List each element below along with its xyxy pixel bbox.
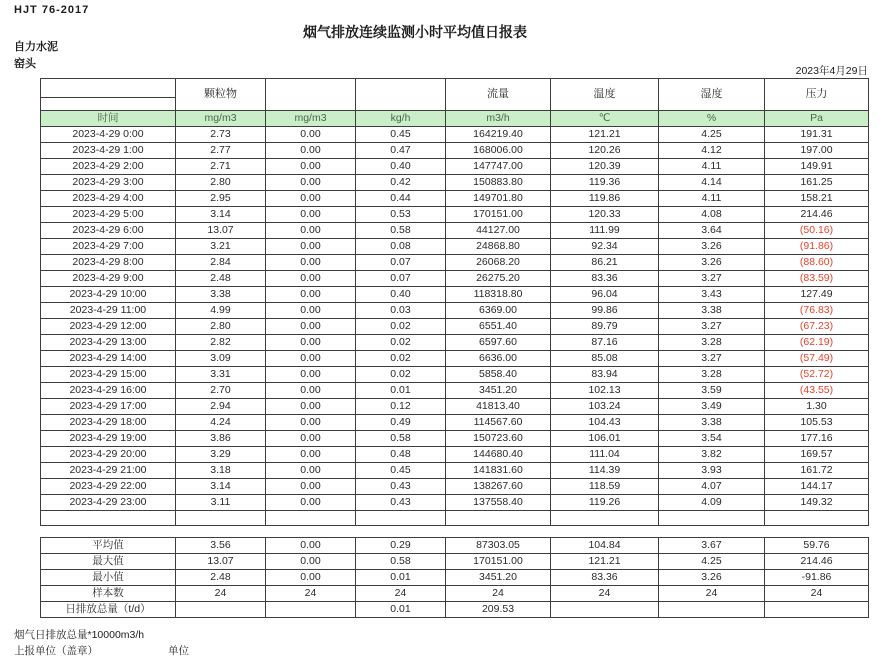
cell-value: 3.67 [659, 538, 765, 554]
station-name: 窑头 [14, 58, 36, 70]
summary-table [40, 537, 869, 618]
cell-value: 106.01 [551, 431, 659, 447]
cell-value: 0.01 [356, 602, 446, 618]
header-humidity: 湿度 [659, 79, 765, 111]
unit-header-row [41, 111, 869, 127]
cell-time: 2023-4-29 20:00 [41, 447, 176, 463]
cell-value: 0.00 [266, 383, 356, 399]
cell-value: 119.86 [551, 191, 659, 207]
cell-value: 150883.80 [446, 175, 551, 191]
cell-value: 0.01 [356, 570, 446, 586]
table-row [41, 538, 869, 554]
cell-value: 3.38 [659, 303, 765, 319]
table-row [41, 479, 869, 495]
table-row [41, 447, 869, 463]
cell-value: 0.45 [356, 463, 446, 479]
cell-value: 2.80 [176, 175, 266, 191]
cell-value: 3.82 [659, 447, 765, 463]
cell-value: 0.00 [266, 351, 356, 367]
cell-value: 0.00 [266, 431, 356, 447]
cell-value: 158.21 [765, 191, 869, 207]
cell-value: 0.02 [356, 335, 446, 351]
cell-value: 0.43 [356, 495, 446, 511]
cell-value: 0.00 [266, 303, 356, 319]
cell-value: 0.01 [356, 383, 446, 399]
cell-time: 2023-4-29 4:00 [41, 191, 176, 207]
cell-value: 87.16 [551, 335, 659, 351]
cell-value: 138267.60 [446, 479, 551, 495]
cell-time: 2023-4-29 23:00 [41, 495, 176, 511]
cell-value: 3.26 [659, 255, 765, 271]
cell-value: 0.00 [266, 335, 356, 351]
cell-value: 3.27 [659, 351, 765, 367]
cell-time: 2023-4-29 0:00 [41, 127, 176, 143]
cell-value: 2.77 [176, 143, 266, 159]
cell-value: 170151.00 [446, 554, 551, 570]
cell-value: 214.46 [765, 207, 869, 223]
cell-value: 1.30 [765, 399, 869, 415]
cell-value: 4.08 [659, 207, 765, 223]
cell-time: 2023-4-29 5:00 [41, 207, 176, 223]
cell-value: 0.00 [266, 319, 356, 335]
table-row [41, 570, 869, 586]
cell-value: 121.21 [551, 127, 659, 143]
cell-value: 0.12 [356, 399, 446, 415]
cell-value: 26275.20 [446, 271, 551, 287]
header-empty-cell [41, 79, 176, 98]
cell-value: 3.27 [659, 271, 765, 287]
cell-value: 0.00 [266, 255, 356, 271]
cell-value: 0.00 [266, 191, 356, 207]
reporting-unit-label: 上报单位（盖章） [14, 645, 98, 657]
cell-value: 0.00 [266, 463, 356, 479]
cell-value: 164219.40 [446, 127, 551, 143]
cell-value: 89.79 [551, 319, 659, 335]
cell-value: 114.39 [551, 463, 659, 479]
cell-value: 120.33 [551, 207, 659, 223]
cell-value: 3.14 [176, 207, 266, 223]
cell-value: 0.00 [266, 570, 356, 586]
company-name: 自力水泥 [14, 41, 58, 53]
cell-value: 2.80 [176, 319, 266, 335]
cell-value: 0.49 [356, 415, 446, 431]
cell-value: 99.86 [551, 303, 659, 319]
summary-label: 最大值 [41, 554, 176, 570]
cell-value: 119.26 [551, 495, 659, 511]
cell-value: 0.07 [356, 271, 446, 287]
cell-value: 3.93 [659, 463, 765, 479]
cell-value [659, 602, 765, 618]
cell-value: 24 [659, 586, 765, 602]
cell-value: 0.00 [266, 287, 356, 303]
cell-value: 0.00 [266, 159, 356, 175]
table-row [41, 415, 869, 431]
cell-value: 0.43 [356, 479, 446, 495]
cell-time: 2023-4-29 10:00 [41, 287, 176, 303]
cell-value: 102.13 [551, 383, 659, 399]
unit-mgm3: mg/m3 [176, 111, 266, 127]
cell-value: 0.40 [356, 159, 446, 175]
cell-time: 2023-4-29 21:00 [41, 463, 176, 479]
table-row [41, 207, 869, 223]
cell-value: 0.58 [356, 223, 446, 239]
cell-value: 3.64 [659, 223, 765, 239]
cell-value: 2.94 [176, 399, 266, 415]
cell-value: 3451.20 [446, 383, 551, 399]
cell-value: 137558.40 [446, 495, 551, 511]
cell-value: 170151.00 [446, 207, 551, 223]
cell-value: 3.38 [176, 287, 266, 303]
table-row [41, 319, 869, 335]
cell-value: 44127.00 [446, 223, 551, 239]
table-row [41, 159, 869, 175]
cell-value: 0.00 [266, 223, 356, 239]
cell-time: 2023-4-29 13:00 [41, 335, 176, 351]
cell-value: 0.47 [356, 143, 446, 159]
cell-value: 6369.00 [446, 303, 551, 319]
cell-value: 3.26 [659, 239, 765, 255]
header-empty-cell [266, 79, 356, 111]
cell-value: 104.84 [551, 538, 659, 554]
unit-celsius: ℃ [551, 111, 659, 127]
cell-value: 24 [266, 586, 356, 602]
summary-label: 日排放总量（t/d） [41, 602, 176, 618]
cell-value: 4.24 [176, 415, 266, 431]
header-empty-cell [41, 98, 176, 111]
cell-value: 191.31 [765, 127, 869, 143]
unit-label: 单位 [168, 645, 189, 657]
empty-separator-row [41, 511, 869, 526]
cell-value: 0.00 [266, 415, 356, 431]
table-row [41, 271, 869, 287]
cell-value: 169.57 [765, 447, 869, 463]
cell-value: 120.39 [551, 159, 659, 175]
cell-value: 4.25 [659, 554, 765, 570]
header-empty-cell [356, 79, 446, 111]
cell-value: 0.00 [266, 175, 356, 191]
cell-value: (91.86) [765, 239, 869, 255]
daily-total-note: 烟气日排放总量*10000m3/h [14, 629, 145, 641]
cell-value: 150723.60 [446, 431, 551, 447]
cell-value: 4.11 [659, 159, 765, 175]
cell-value: 0.00 [266, 495, 356, 511]
cell-value: 3.86 [176, 431, 266, 447]
cell-value: 0.40 [356, 287, 446, 303]
cell-value: 111.99 [551, 223, 659, 239]
cell-value: 149.91 [765, 159, 869, 175]
cell-value: 177.16 [765, 431, 869, 447]
cell-value: (57.49) [765, 351, 869, 367]
cell-value: 0.02 [356, 319, 446, 335]
cell-value: 24 [446, 586, 551, 602]
unit-kgh: kg/h [356, 111, 446, 127]
cell-value: 24 [176, 586, 266, 602]
cell-value: 24 [356, 586, 446, 602]
header-flow: 流量 [446, 79, 551, 111]
table-row [41, 495, 869, 511]
table-row [41, 463, 869, 479]
cell-time: 2023-4-29 17:00 [41, 399, 176, 415]
cell-value: 4.11 [659, 191, 765, 207]
cell-value: 0.00 [266, 538, 356, 554]
cell-value: 86.21 [551, 255, 659, 271]
cell-value: 0.53 [356, 207, 446, 223]
cell-value: 105.53 [765, 415, 869, 431]
header-temperature: 温度 [551, 79, 659, 111]
cell-time: 2023-4-29 16:00 [41, 383, 176, 399]
cell-value: 96.04 [551, 287, 659, 303]
header-pressure: 压力 [765, 79, 869, 111]
unit-mgm3: mg/m3 [266, 111, 356, 127]
cell-value: 120.26 [551, 143, 659, 159]
cell-value: 3.28 [659, 367, 765, 383]
cell-value: 83.94 [551, 367, 659, 383]
cell-value: 0.00 [266, 479, 356, 495]
cell-time: 2023-4-29 8:00 [41, 255, 176, 271]
cell-value: 168006.00 [446, 143, 551, 159]
cell-value: 0.00 [266, 367, 356, 383]
cell-value: 0.48 [356, 447, 446, 463]
cell-value: 119.36 [551, 175, 659, 191]
cell-value: 83.36 [551, 271, 659, 287]
table-row [41, 335, 869, 351]
cell-value: 13.07 [176, 554, 266, 570]
cell-value [765, 602, 869, 618]
table-row [41, 191, 869, 207]
cell-value: 26068.20 [446, 255, 551, 271]
cell-value: 3.59 [659, 383, 765, 399]
cell-value: 3.56 [176, 538, 266, 554]
main-table [40, 78, 869, 526]
cell-value: 2.48 [176, 271, 266, 287]
table-row [41, 367, 869, 383]
unit-pa: Pa [765, 111, 869, 127]
cell-time: 2023-4-29 18:00 [41, 415, 176, 431]
cell-value: 121.21 [551, 554, 659, 570]
cell-value: 0.00 [266, 271, 356, 287]
cell-time: 2023-4-29 6:00 [41, 223, 176, 239]
table-row [41, 239, 869, 255]
cell-value: 5858.40 [446, 367, 551, 383]
cell-value: 0.00 [266, 143, 356, 159]
cell-value: 2.71 [176, 159, 266, 175]
cell-value: 197.00 [765, 143, 869, 159]
cell-value: (62.19) [765, 335, 869, 351]
cell-value: 0.00 [266, 207, 356, 223]
cell-value: 0.08 [356, 239, 446, 255]
cell-value: 144.17 [765, 479, 869, 495]
cell-value: 0.58 [356, 431, 446, 447]
cell-value: (88.60) [765, 255, 869, 271]
table-row [41, 554, 869, 570]
cell-value: 3.27 [659, 319, 765, 335]
cell-value: 24 [551, 586, 659, 602]
cell-value: 118.59 [551, 479, 659, 495]
cell-value: 6551.40 [446, 319, 551, 335]
cell-value: (76.83) [765, 303, 869, 319]
cell-value [176, 602, 266, 618]
cell-value: 0.45 [356, 127, 446, 143]
cell-time: 2023-4-29 1:00 [41, 143, 176, 159]
cell-value: (67.23) [765, 319, 869, 335]
cell-value: 118318.80 [446, 287, 551, 303]
cell-value: 2.95 [176, 191, 266, 207]
cell-value: 4.09 [659, 495, 765, 511]
cell-value: 0.58 [356, 554, 446, 570]
cell-time: 2023-4-29 12:00 [41, 319, 176, 335]
cell-value: 161.25 [765, 175, 869, 191]
cell-value: 149701.80 [446, 191, 551, 207]
cell-value: 6636.00 [446, 351, 551, 367]
cell-value: 127.49 [765, 287, 869, 303]
cell-value: 3.21 [176, 239, 266, 255]
cell-value: (83.59) [765, 271, 869, 287]
cell-value: 2.73 [176, 127, 266, 143]
cell-value: 0.44 [356, 191, 446, 207]
cell-value: 3.14 [176, 479, 266, 495]
unit-percent: % [659, 111, 765, 127]
cell-value: 3.29 [176, 447, 266, 463]
table-row [41, 602, 869, 618]
cell-value: 24 [765, 586, 869, 602]
cell-value: 2.82 [176, 335, 266, 351]
cell-value: 3.18 [176, 463, 266, 479]
cell-time: 2023-4-29 9:00 [41, 271, 176, 287]
cell-value: 4.25 [659, 127, 765, 143]
cell-value: 3.38 [659, 415, 765, 431]
cell-value: 0.03 [356, 303, 446, 319]
cell-value: 104.43 [551, 415, 659, 431]
cell-value: (43.55) [765, 383, 869, 399]
cell-value: 85.08 [551, 351, 659, 367]
cell-value: 149.32 [765, 495, 869, 511]
cell-value: 2.84 [176, 255, 266, 271]
cell-time: 2023-4-29 14:00 [41, 351, 176, 367]
cell-time: 2023-4-29 11:00 [41, 303, 176, 319]
cell-value: 3.11 [176, 495, 266, 511]
table-row [41, 586, 869, 602]
table-row [41, 143, 869, 159]
table-row [41, 127, 869, 143]
cell-value: 0.00 [266, 447, 356, 463]
cell-value [551, 602, 659, 618]
table-row [41, 383, 869, 399]
cell-value: 144680.40 [446, 447, 551, 463]
cell-value: 2.48 [176, 570, 266, 586]
cell-time: 2023-4-29 22:00 [41, 479, 176, 495]
cell-value: 0.02 [356, 351, 446, 367]
cell-value: 3.49 [659, 399, 765, 415]
cell-time: 2023-4-29 2:00 [41, 159, 176, 175]
cell-value: 209.53 [446, 602, 551, 618]
summary-label: 样本数 [41, 586, 176, 602]
cell-value: (50.16) [765, 223, 869, 239]
cell-value: 147747.00 [446, 159, 551, 175]
cell-value: 0.29 [356, 538, 446, 554]
cell-value: 92.34 [551, 239, 659, 255]
summary-label: 最小值 [41, 570, 176, 586]
cell-value: 4.12 [659, 143, 765, 159]
cell-value: 114567.60 [446, 415, 551, 431]
unit-m3h: m3/h [446, 111, 551, 127]
cell-value: 0.00 [266, 239, 356, 255]
cell-value: 0.00 [266, 127, 356, 143]
table-row [41, 431, 869, 447]
cell-value: 59.76 [765, 538, 869, 554]
cell-value: 214.46 [765, 554, 869, 570]
table-row [41, 287, 869, 303]
cell-value: 87303.05 [446, 538, 551, 554]
table-row [41, 223, 869, 239]
cell-value: 2.70 [176, 383, 266, 399]
cell-time: 2023-4-29 3:00 [41, 175, 176, 191]
cell-value: 4.14 [659, 175, 765, 191]
header-particulate: 颗粒物 [176, 79, 266, 111]
cell-value: 3.28 [659, 335, 765, 351]
table-row [41, 399, 869, 415]
cell-value: 3.31 [176, 367, 266, 383]
table-row [41, 351, 869, 367]
cell-value: (52.72) [765, 367, 869, 383]
standard-code-label: HJT 76-2017 [14, 4, 90, 16]
cell-value: -91.86 [765, 570, 869, 586]
cell-value: 161.72 [765, 463, 869, 479]
cell-time: 2023-4-29 19:00 [41, 431, 176, 447]
table-row [41, 175, 869, 191]
cell-value: 24868.80 [446, 239, 551, 255]
cell-value: 3.26 [659, 570, 765, 586]
cell-value: 6597.60 [446, 335, 551, 351]
cell-value: 103.24 [551, 399, 659, 415]
report-date: 2023年4月29日 [795, 65, 868, 77]
cell-value: 3.43 [659, 287, 765, 303]
table-row [41, 255, 869, 271]
cell-value: 3.54 [659, 431, 765, 447]
cell-time: 2023-4-29 7:00 [41, 239, 176, 255]
cell-value: 13.07 [176, 223, 266, 239]
page-title: 烟气排放连续监测小时平均值日报表 [303, 24, 527, 40]
cell-time: 2023-4-29 15:00 [41, 367, 176, 383]
cell-value: 111.04 [551, 447, 659, 463]
summary-label: 平均值 [41, 538, 176, 554]
cell-value: 0.42 [356, 175, 446, 191]
cell-value: 83.36 [551, 570, 659, 586]
cell-value: 41813.40 [446, 399, 551, 415]
cell-value: 141831.60 [446, 463, 551, 479]
table-row [41, 303, 869, 319]
cell-value: 4.99 [176, 303, 266, 319]
cell-value: 0.00 [266, 554, 356, 570]
unit-time: 时间 [41, 111, 176, 127]
cell-value: 0.02 [356, 367, 446, 383]
cell-value: 0.07 [356, 255, 446, 271]
cell-value: 3451.20 [446, 570, 551, 586]
cell-value [266, 602, 356, 618]
cell-value: 4.07 [659, 479, 765, 495]
cell-value: 3.09 [176, 351, 266, 367]
cell-value: 0.00 [266, 399, 356, 415]
